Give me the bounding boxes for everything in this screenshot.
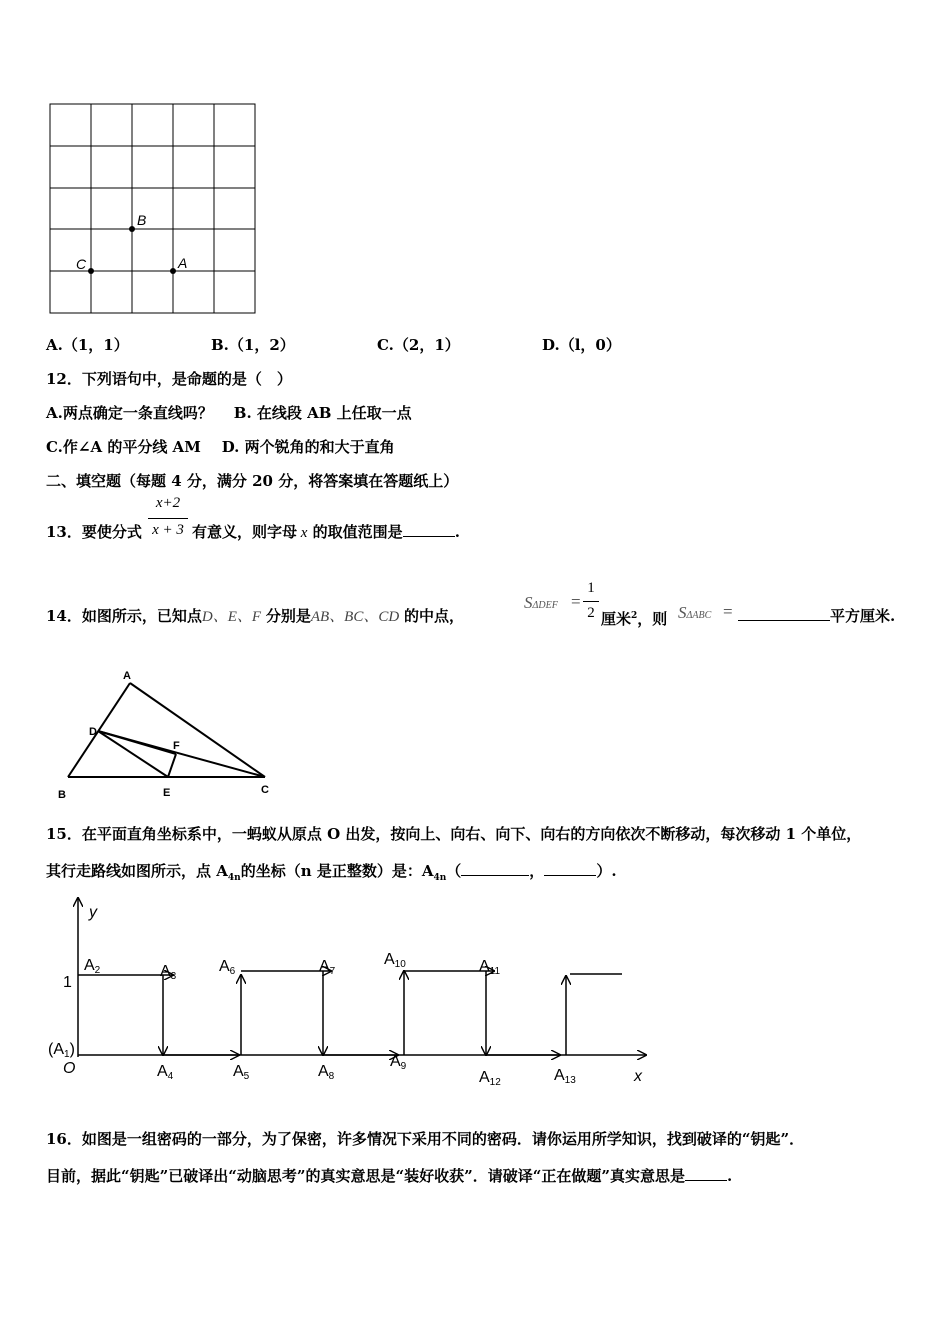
q14-unit: 厘米$^2$，则: [601, 610, 668, 628]
tri-label-a: A: [123, 670, 131, 682]
q16-line1: 16．如图是一组密码的一部分，为了保密，许多情况下采用不同的密码．请你运用所学知识，找到破译的“钥匙”．: [46, 1130, 805, 1148]
tri-label-c: C: [261, 784, 269, 796]
path-label-a7: A7: [319, 958, 336, 977]
q11-opt-c: C.（2，1）: [377, 336, 460, 354]
point-b: [129, 226, 135, 232]
q15-blank-x[interactable]: [461, 861, 529, 876]
q16-answer-blank[interactable]: [685, 1166, 727, 1181]
triangle-figure: [40, 662, 290, 807]
q14-tail: 平方厘米.: [738, 606, 895, 626]
q14-eq: =: [571, 592, 581, 611]
point-a: [170, 268, 176, 274]
point-c: [88, 268, 94, 274]
q11-opt-b: B.（1，2）: [211, 336, 295, 354]
axis-x-label: x: [634, 1068, 642, 1085]
q14-sabc: SΔABC: [678, 603, 712, 622]
q15-blank-y[interactable]: [544, 861, 596, 876]
q12-stem: 12．下列语句中，是命题的是（ ）: [46, 370, 292, 388]
section-heading: 二、填空题（每题 4 分，满分 20 分，将答案填在答题纸上）: [46, 472, 459, 490]
path-label-a12: A12: [479, 1069, 501, 1088]
tri-label-f: F: [173, 740, 180, 752]
tri-label-d: D: [89, 726, 97, 738]
q16-line2: 目前，据此“钥匙”已破译出“动脑思考”的真实意思是“装好收获”．请破译“正在做题”真实意思是 .: [46, 1167, 733, 1185]
q13-rest: 有意义，则字母 x 的取值范围是 .: [192, 523, 460, 541]
q15-line2: 其行走路线如图所示，点 $A_{4n}$的坐标（n 是正整数）是：$A_{4n}$（ ， ）.: [46, 862, 617, 883]
origin-label: O: [63, 1060, 76, 1077]
path-label-a5: A5: [233, 1063, 250, 1082]
q11-opt-a: A.（1，1）: [46, 336, 129, 354]
q13-answer-blank[interactable]: [403, 522, 455, 537]
q14-eq2: =: [723, 602, 733, 621]
q13-fraction: x+2 x + 3: [148, 495, 188, 545]
q12-row1: A.两点确定一条直线吗？ B. 在线段 AB 上任取一点: [46, 404, 412, 422]
label-a: A: [178, 255, 188, 271]
a1-label: (A1): [48, 1041, 75, 1060]
path-label-a13: A13: [554, 1067, 576, 1086]
path-label-a4: A4: [157, 1063, 174, 1082]
ant-path-figure: [42, 892, 662, 1092]
path-label-a6: A6: [219, 958, 236, 977]
tri-label-e: E: [163, 787, 171, 799]
axis-y-label: y: [89, 904, 97, 921]
path-label-a11: A11: [479, 958, 501, 977]
q13-prefix: 13．要使分式: [46, 523, 142, 541]
label-c: C: [76, 256, 87, 272]
q14-text: 14．如图所示，已知点D、E、F 分别是AB、BC、CD 的中点，: [46, 607, 464, 625]
q14-answer-blank[interactable]: [738, 606, 830, 621]
path-label-a3: A3: [160, 963, 177, 982]
q12-row2: C.作∠A 的平分线 AM D. 两个锐角的和大于直角: [46, 438, 395, 456]
label-b: B: [137, 212, 147, 228]
grid-figure: [40, 95, 270, 325]
tick-one-label: 1: [63, 974, 72, 991]
q14-sdef: SΔDEF: [524, 593, 558, 612]
path-label-a9: A9: [390, 1053, 407, 1072]
q15-line1: 15．在平面直角坐标系中，一蚂蚁从原点 O 出发，按向上、向右、向下、向右的方向依次不断移动，每次移动 1 个单位，: [46, 825, 862, 843]
q14-half: 1 2: [583, 580, 599, 626]
path-label-a2: A2: [84, 957, 101, 976]
path-label-a10: A10: [384, 951, 406, 970]
path-label-a8: A8: [318, 1063, 335, 1082]
tri-label-b: B: [58, 789, 66, 801]
q11-opt-d: D.（l，0）: [542, 336, 621, 354]
